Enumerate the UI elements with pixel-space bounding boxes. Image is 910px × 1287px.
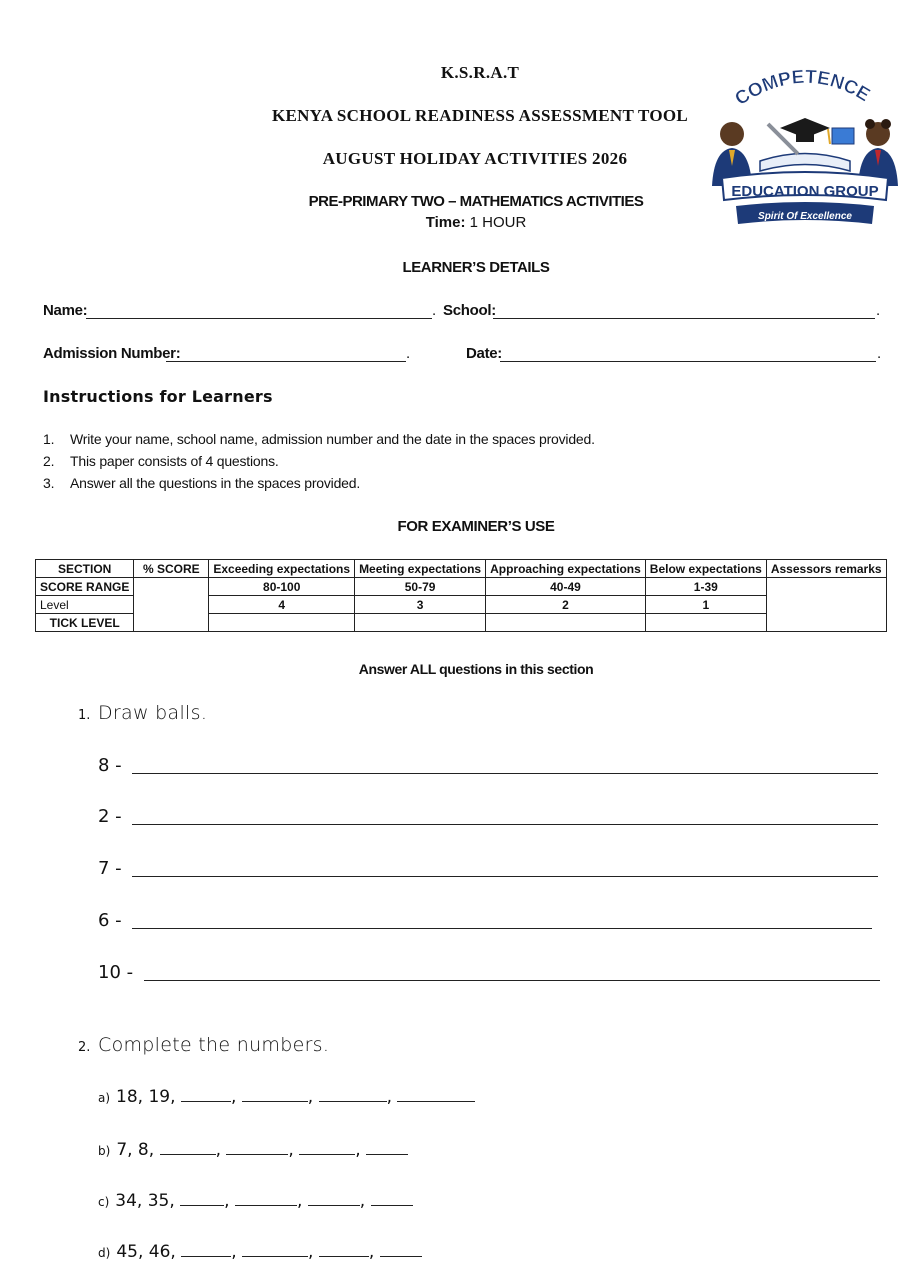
range-exceeding: 80-100 bbox=[209, 578, 355, 596]
period-3: . bbox=[406, 345, 411, 362]
level-below: 1 bbox=[645, 596, 766, 614]
competence-education-logo bbox=[700, 66, 910, 236]
number-blank[interactable] bbox=[397, 1087, 475, 1102]
q2-start-a: 18, 19, bbox=[116, 1087, 176, 1107]
q2-start-d: 45, 46, bbox=[116, 1242, 176, 1262]
number-blank[interactable] bbox=[366, 1140, 408, 1155]
period-4: . bbox=[877, 345, 882, 362]
learner-details-heading: LEARNER’S DETAILS bbox=[402, 259, 550, 276]
time-value: 1 HOUR bbox=[469, 214, 527, 231]
q2-item-c: c) 34, 35, , , , bbox=[98, 1191, 413, 1211]
col-approaching: Approaching expectations bbox=[486, 560, 646, 578]
q2-title: Complete the numbers. bbox=[98, 1034, 330, 1056]
logo-arc-text: COMPETENCE bbox=[731, 66, 874, 111]
number-blank[interactable] bbox=[242, 1242, 308, 1257]
q2-letter-b: b) bbox=[98, 1144, 111, 1158]
q2-start-b: 7, 8, bbox=[116, 1140, 155, 1160]
q1-answer-line[interactable] bbox=[132, 912, 872, 929]
level-approaching: 2 bbox=[486, 596, 646, 614]
tick-approaching[interactable] bbox=[486, 614, 646, 632]
col-below: Below expectations bbox=[645, 560, 766, 578]
q1-answer-line[interactable] bbox=[132, 757, 878, 774]
q1-item-2: 2 - bbox=[98, 806, 122, 827]
time-line bbox=[276, 214, 676, 231]
instruction-text-1: Write your name, school name, admission number and the date in the spaces provided. bbox=[70, 431, 595, 447]
school-label: School: bbox=[443, 302, 496, 319]
tick-level-label: TICK LEVEL bbox=[36, 614, 134, 632]
number-blank[interactable] bbox=[181, 1242, 231, 1257]
school-field[interactable] bbox=[493, 304, 875, 319]
subject-title: PRE-PRIMARY TWO – MATHEMATICS ACTIVITIES bbox=[308, 193, 644, 210]
instruction-num-1: 1. bbox=[43, 431, 55, 447]
instruction-text-3: Answer all the questions in the spaces provided. bbox=[70, 475, 361, 491]
number-blank[interactable] bbox=[226, 1140, 288, 1155]
instruction-text-2: This paper consists of 4 questions. bbox=[70, 453, 279, 469]
date-field[interactable] bbox=[500, 347, 876, 362]
number-blank[interactable] bbox=[235, 1191, 297, 1206]
q1-item-6: 6 - bbox=[98, 910, 122, 931]
number-blank[interactable] bbox=[299, 1140, 355, 1155]
q1-number: 1. bbox=[78, 708, 91, 723]
instruction-num-3: 3. bbox=[43, 475, 55, 491]
date-label: Date: bbox=[466, 345, 503, 362]
svg-text:Spirit Of Excellence: Spirit Of Excellence bbox=[758, 211, 852, 222]
instructions-list bbox=[43, 431, 843, 501]
level-label: Level bbox=[36, 596, 134, 614]
level-exceeding: 4 bbox=[209, 596, 355, 614]
time-label: Time: bbox=[425, 214, 466, 231]
number-blank[interactable] bbox=[319, 1087, 387, 1102]
q1-answer-line[interactable] bbox=[132, 808, 878, 825]
admission-field[interactable] bbox=[166, 347, 406, 362]
col-exceeding: Exceeding expectations bbox=[209, 560, 355, 578]
score-cell[interactable] bbox=[134, 578, 209, 632]
q2-item-a: a) 18, 19, , , , bbox=[98, 1087, 475, 1107]
q1-answer-line[interactable] bbox=[132, 860, 878, 877]
period-2: . bbox=[876, 302, 881, 319]
number-blank[interactable] bbox=[371, 1191, 413, 1206]
q1-title: Draw balls. bbox=[98, 702, 208, 724]
name-label: Name: bbox=[43, 302, 88, 319]
table-row bbox=[36, 578, 887, 596]
level-meeting: 3 bbox=[355, 596, 486, 614]
name-field[interactable] bbox=[86, 304, 432, 319]
section-note: Answer ALL questions in this section bbox=[358, 661, 594, 677]
number-blank[interactable] bbox=[380, 1242, 422, 1257]
score-range-label: SCORE RANGE bbox=[36, 578, 134, 596]
number-blank[interactable] bbox=[319, 1242, 369, 1257]
range-approaching: 40-49 bbox=[486, 578, 646, 596]
q2-number: 2. bbox=[78, 1040, 91, 1055]
admission-label: Admission Number: bbox=[43, 345, 181, 362]
q2-letter-d: d) bbox=[98, 1246, 111, 1260]
col-section: SECTION bbox=[36, 560, 134, 578]
q2-letter-c: c) bbox=[98, 1195, 110, 1209]
col-remarks: Assessors remarks bbox=[766, 560, 886, 578]
activities-title: AUGUST HOLIDAY ACTIVITIES 2026 bbox=[322, 149, 628, 168]
instruction-num-2: 2. bbox=[43, 453, 55, 469]
range-below: 1-39 bbox=[645, 578, 766, 596]
q1-answer-line[interactable] bbox=[144, 964, 880, 981]
q2-item-b: b) 7, 8, , , , bbox=[98, 1140, 408, 1160]
col-meeting: Meeting expectations bbox=[355, 560, 486, 578]
q1-item-7: 7 - bbox=[98, 858, 122, 879]
remarks-cell[interactable] bbox=[766, 578, 886, 632]
range-meeting: 50-79 bbox=[355, 578, 486, 596]
instructions-heading: Instructions for Learners bbox=[43, 387, 273, 406]
examiner-table bbox=[35, 559, 887, 632]
period-1: . bbox=[432, 302, 437, 319]
table-header-row bbox=[36, 560, 887, 578]
tool-name: KENYA SCHOOL READINESS ASSESSMENT TOOL bbox=[271, 106, 689, 125]
number-blank[interactable] bbox=[160, 1140, 216, 1155]
q1-item-10: 10 - bbox=[98, 962, 134, 983]
tick-below[interactable] bbox=[645, 614, 766, 632]
q2-letter-a: a) bbox=[98, 1091, 111, 1105]
number-blank[interactable] bbox=[181, 1087, 231, 1102]
tick-exceeding[interactable] bbox=[209, 614, 355, 632]
q2-start-c: 34, 35, bbox=[115, 1191, 175, 1211]
number-blank[interactable] bbox=[308, 1191, 360, 1206]
svg-text:EDUCATION GROUP: EDUCATION GROUP bbox=[731, 183, 879, 200]
examiner-heading: FOR EXAMINER’S USE bbox=[397, 518, 555, 535]
tick-meeting[interactable] bbox=[355, 614, 486, 632]
assessment-code: K.S.R.A.T bbox=[440, 63, 520, 82]
q2-item-d: d) 45, 46, , , , bbox=[98, 1242, 422, 1262]
q1-item-8: 8 - bbox=[98, 755, 122, 776]
number-blank[interactable] bbox=[242, 1087, 308, 1102]
number-blank[interactable] bbox=[180, 1191, 224, 1206]
col-score: % SCORE bbox=[134, 560, 209, 578]
